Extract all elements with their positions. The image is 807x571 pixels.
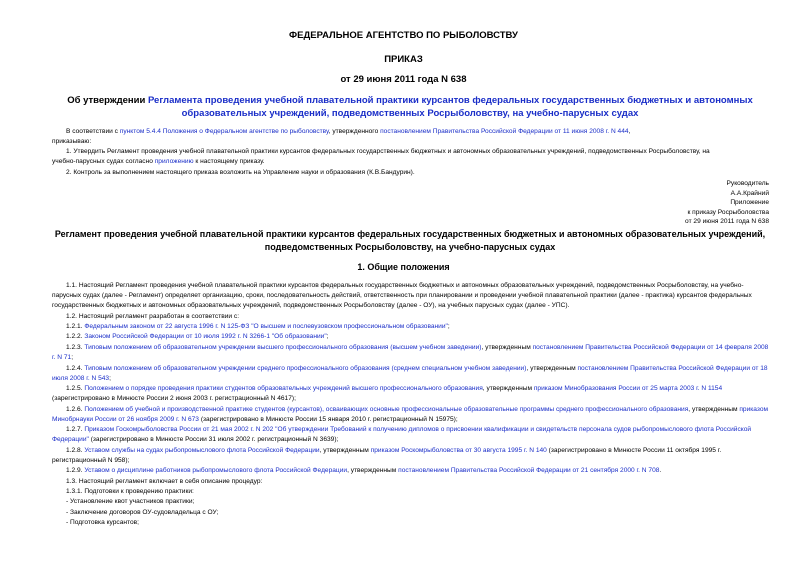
order-link[interactable]: приказом Минобрнауки России от 26 ноября 2009 г. N 673 bbox=[52, 406, 769, 423]
order-link[interactable]: приказом Минобразования России от 25 марта 2003 г. N 1154 bbox=[533, 385, 723, 392]
para-1-2: 1.2. Настоящий регламент разработан в соответствии с: bbox=[66, 313, 240, 320]
order-date: от 29 июня 2011 года N 638 bbox=[340, 74, 467, 85]
law-link[interactable]: Законом Российской Федерации от 10 июля 1992 г. N 3266-1 "Об образовании" bbox=[84, 333, 327, 340]
agency-heading: ФЕДЕРАЛЬНОЕ АГЕНТСТВО ПО РЫБОЛОВСТВУ bbox=[289, 30, 518, 41]
signature-block: Руководитель А.А.Крайний Приложение к приказу Росрыболовства от 29 июня 2011 года N 638 bbox=[685, 180, 769, 225]
para-1-3: 1.3. Настоящий регламент включает в себя описание процедур: bbox=[66, 478, 263, 485]
charter-link[interactable]: Уставом о дисциплине работников рыбопромыслового флота Российской Федерации bbox=[84, 467, 348, 474]
decree-link[interactable]: постановлением Правительства Российской Федерации от 14 февраля 2008 г. N 71 bbox=[52, 344, 769, 361]
order-title: Об утверждении Регламента проведения учебной плавательной практики курсантов федеральных государственных бюджетных и автономных образовательных учреждений, подведомственных Росрыболовству, на учебно-парусных судах bbox=[67, 95, 753, 119]
regulation-link[interactable]: Типовым положением об образовательном учреждении высшего профессионального образования (высшем учебном заведении) bbox=[84, 344, 482, 351]
para-1-2-6: 1.2.6. Положением об учебной и производственной практике студентов (курсантов), осваивающих основные профессиональные образовательные программы среднего профессионального образования, утвержденным приказом Минобрнауки России от 26 ноября 2009 г. N 673 (зарегистрировано в Минюсте России 15 января 2010 г. регистрационный N 15975); bbox=[52, 406, 769, 423]
doctype-heading: ПРИКАЗ bbox=[384, 54, 423, 65]
decree-link[interactable]: постановлением Правительства Российской Федерации от 21 сентября 2000 г. N 708 bbox=[398, 467, 660, 474]
item-1: 1. Утвердить Регламент проведения учебной плавательной практики курсантов федеральных государственных бюджетных и автономных образовательных учреждений, подведомственных Росрыболовству, на учебно-парусных судах согласно приложению к настоящему приказу. bbox=[52, 148, 710, 165]
regulation-link[interactable]: Положением об учебной и производственной практике студентов (курсантов), осваивающих основные профессиональные образовательные программы среднего профессионального образования bbox=[84, 406, 689, 413]
appendix-link[interactable]: приложению bbox=[154, 158, 194, 165]
para-1-2-9: 1.2.9. Уставом о дисциплине работников рыбопромыслового флота Российской Федерации, утвержденным постановлением Правительства Российской Федерации от 21 сентября 2000 г. N 708. bbox=[66, 467, 662, 474]
order-link[interactable]: приказом Роскомрыболовства от 30 августа 1995 г. N 140 bbox=[370, 447, 547, 454]
list-item: - Заключение договоров ОУ-судовладельца с ОУ; bbox=[66, 509, 219, 516]
decree-link[interactable]: постановлением Правительства Российской Федерации от 18 июля 2008 г. N 543 bbox=[52, 365, 768, 382]
decree-link[interactable]: постановлением Правительства Российской Федерации от 11 июня 2008 г. N 444 bbox=[380, 128, 629, 135]
para-1-2-4: 1.2.4. Типовым положением об образовательном учреждении среднего профессионального образования (среднем специальном учебном заведении), утвержденным постановлением Правительства Российской Федерации от 18 июля 2008 г. N 543; bbox=[52, 365, 768, 382]
clause-link[interactable]: пунктом 5.4.4 Положения о Федеральном агентстве по рыболовству bbox=[119, 128, 329, 135]
order-link[interactable]: Приказом Госкомрыболовства России от 21 мая 2002 г. N 202 "Об утверждении Требований к получению дипломов о присвоении квалификации и свидетельств персонала судов рыбопромыслового флота Российской Федерации" bbox=[52, 426, 752, 443]
regulation-link[interactable]: Положением о порядке проведения практики студентов образовательных учреждений высшего профессионального образования bbox=[84, 385, 483, 392]
preamble: В соответствии с пунктом 5.4.4 Положения о Федеральном агентстве по рыболовству, утвержденного постановлением Правительства Российской Федерации от 11 июня 2008 г. N 444, bbox=[66, 128, 631, 135]
para-1-2-1: 1.2.1. Федеральным законом от 22 августа 1996 г. N 125-ФЗ "О высшем и послевузовском профессиональном образовании"; bbox=[66, 323, 450, 330]
order-word: приказываю: bbox=[52, 138, 92, 145]
charter-link[interactable]: Уставом службы на судах рыбопромыслового флота Российской Федерации bbox=[84, 447, 320, 454]
para-1-2-7: 1.2.7. Приказом Госкомрыболовства России от 21 мая 2002 г. N 202 "Об утверждении Требований к получению дипломов о присвоении квалификации и свидетельств персонала судов рыбопромыслового флота Российской Федерации" (зарегистрировано в Минюсте России 31 июля 2002 г. регистрационный N 3639); bbox=[52, 426, 752, 443]
item-2: 2. Контроль за выполнением настоящего приказа возложить на Управление науки и образования (К.В.Бандурин). bbox=[66, 169, 415, 176]
para-1-2-8: 1.2.8. Уставом службы на судах рыбопромыслового флота Российской Федерации, утвержденным приказом Роскомрыболовства от 30 августа 1995 г. N 140 (зарегистрировано в Минюсте России 11 октября 1995 г. регистрационный N 958); bbox=[52, 447, 722, 464]
regulation-link[interactable]: Типовым положением об образовательном учреждении среднего профессионального образования (среднем специальном учебном заведении) bbox=[84, 365, 527, 372]
para-1-2-3: 1.2.3. Типовым положением об образовательном учреждении высшего профессионального образования (высшем учебном заведении), утвержденным постановлением Правительства Российской Федерации от 14 февраля 2008 г. N 71; bbox=[52, 344, 769, 361]
list-item: - Установление квот участников практики; bbox=[66, 498, 195, 505]
para-1-1: 1.1. Настоящий Регламент проведения учебной плавательной практики курсантов федеральных государственных бюджетных и автономных образовательных учреждений, подведомственных Росрыболовству, на учебно-парусных судах (далее - Регламент) определяет организацию, сроки, последовательность действий, ответственность при планировании и проведении учебной плавательной практики (далее - практика) курсантов федеральных государственных бюджетных и автономных образовательных учреждений, подведомственных Росрыболовству (далее - ОУ), на учебных парусных судах (далее - УПС). bbox=[52, 282, 752, 309]
section-heading: 1. Общие положения bbox=[357, 262, 450, 272]
para-1-3-1: 1.3.1. Подготовки к проведению практики: bbox=[66, 488, 194, 495]
para-1-2-5: 1.2.5. Положением о порядке проведения практики студентов образовательных учреждений высшего профессионального образования, утвержденным приказом Минобразования России от 25 марта 2003 г. N 1154 (зарегистрировано в Минюсте России 2 июня 2003 г. регистрационный N 4617); bbox=[52, 385, 723, 402]
law-link[interactable]: Федеральным законом от 22 августа 1996 г. N 125-ФЗ "О высшем и послевузовском профессиональном образовании" bbox=[84, 323, 448, 330]
list-item: - Подготовка курсантов; bbox=[66, 519, 139, 526]
regulation-link[interactable]: Регламента проведения учебной плавательной практики курсантов федеральных государственных бюджетных и автономных образовательных учреждений, подведомственных Росрыболовству, на учебно-парусных судах bbox=[147, 95, 753, 119]
regulation-title: Регламент проведения учебной плавательной практики курсантов федеральных государственных бюджетных и автономных образовательных учреждений, подведомственных Росрыболовству, на учебно-парусных судах bbox=[54, 229, 766, 252]
para-1-2-2: 1.2.2. Законом Российской Федерации от 10 июля 1992 г. N 3266-1 "Об образовании"; bbox=[66, 333, 329, 340]
